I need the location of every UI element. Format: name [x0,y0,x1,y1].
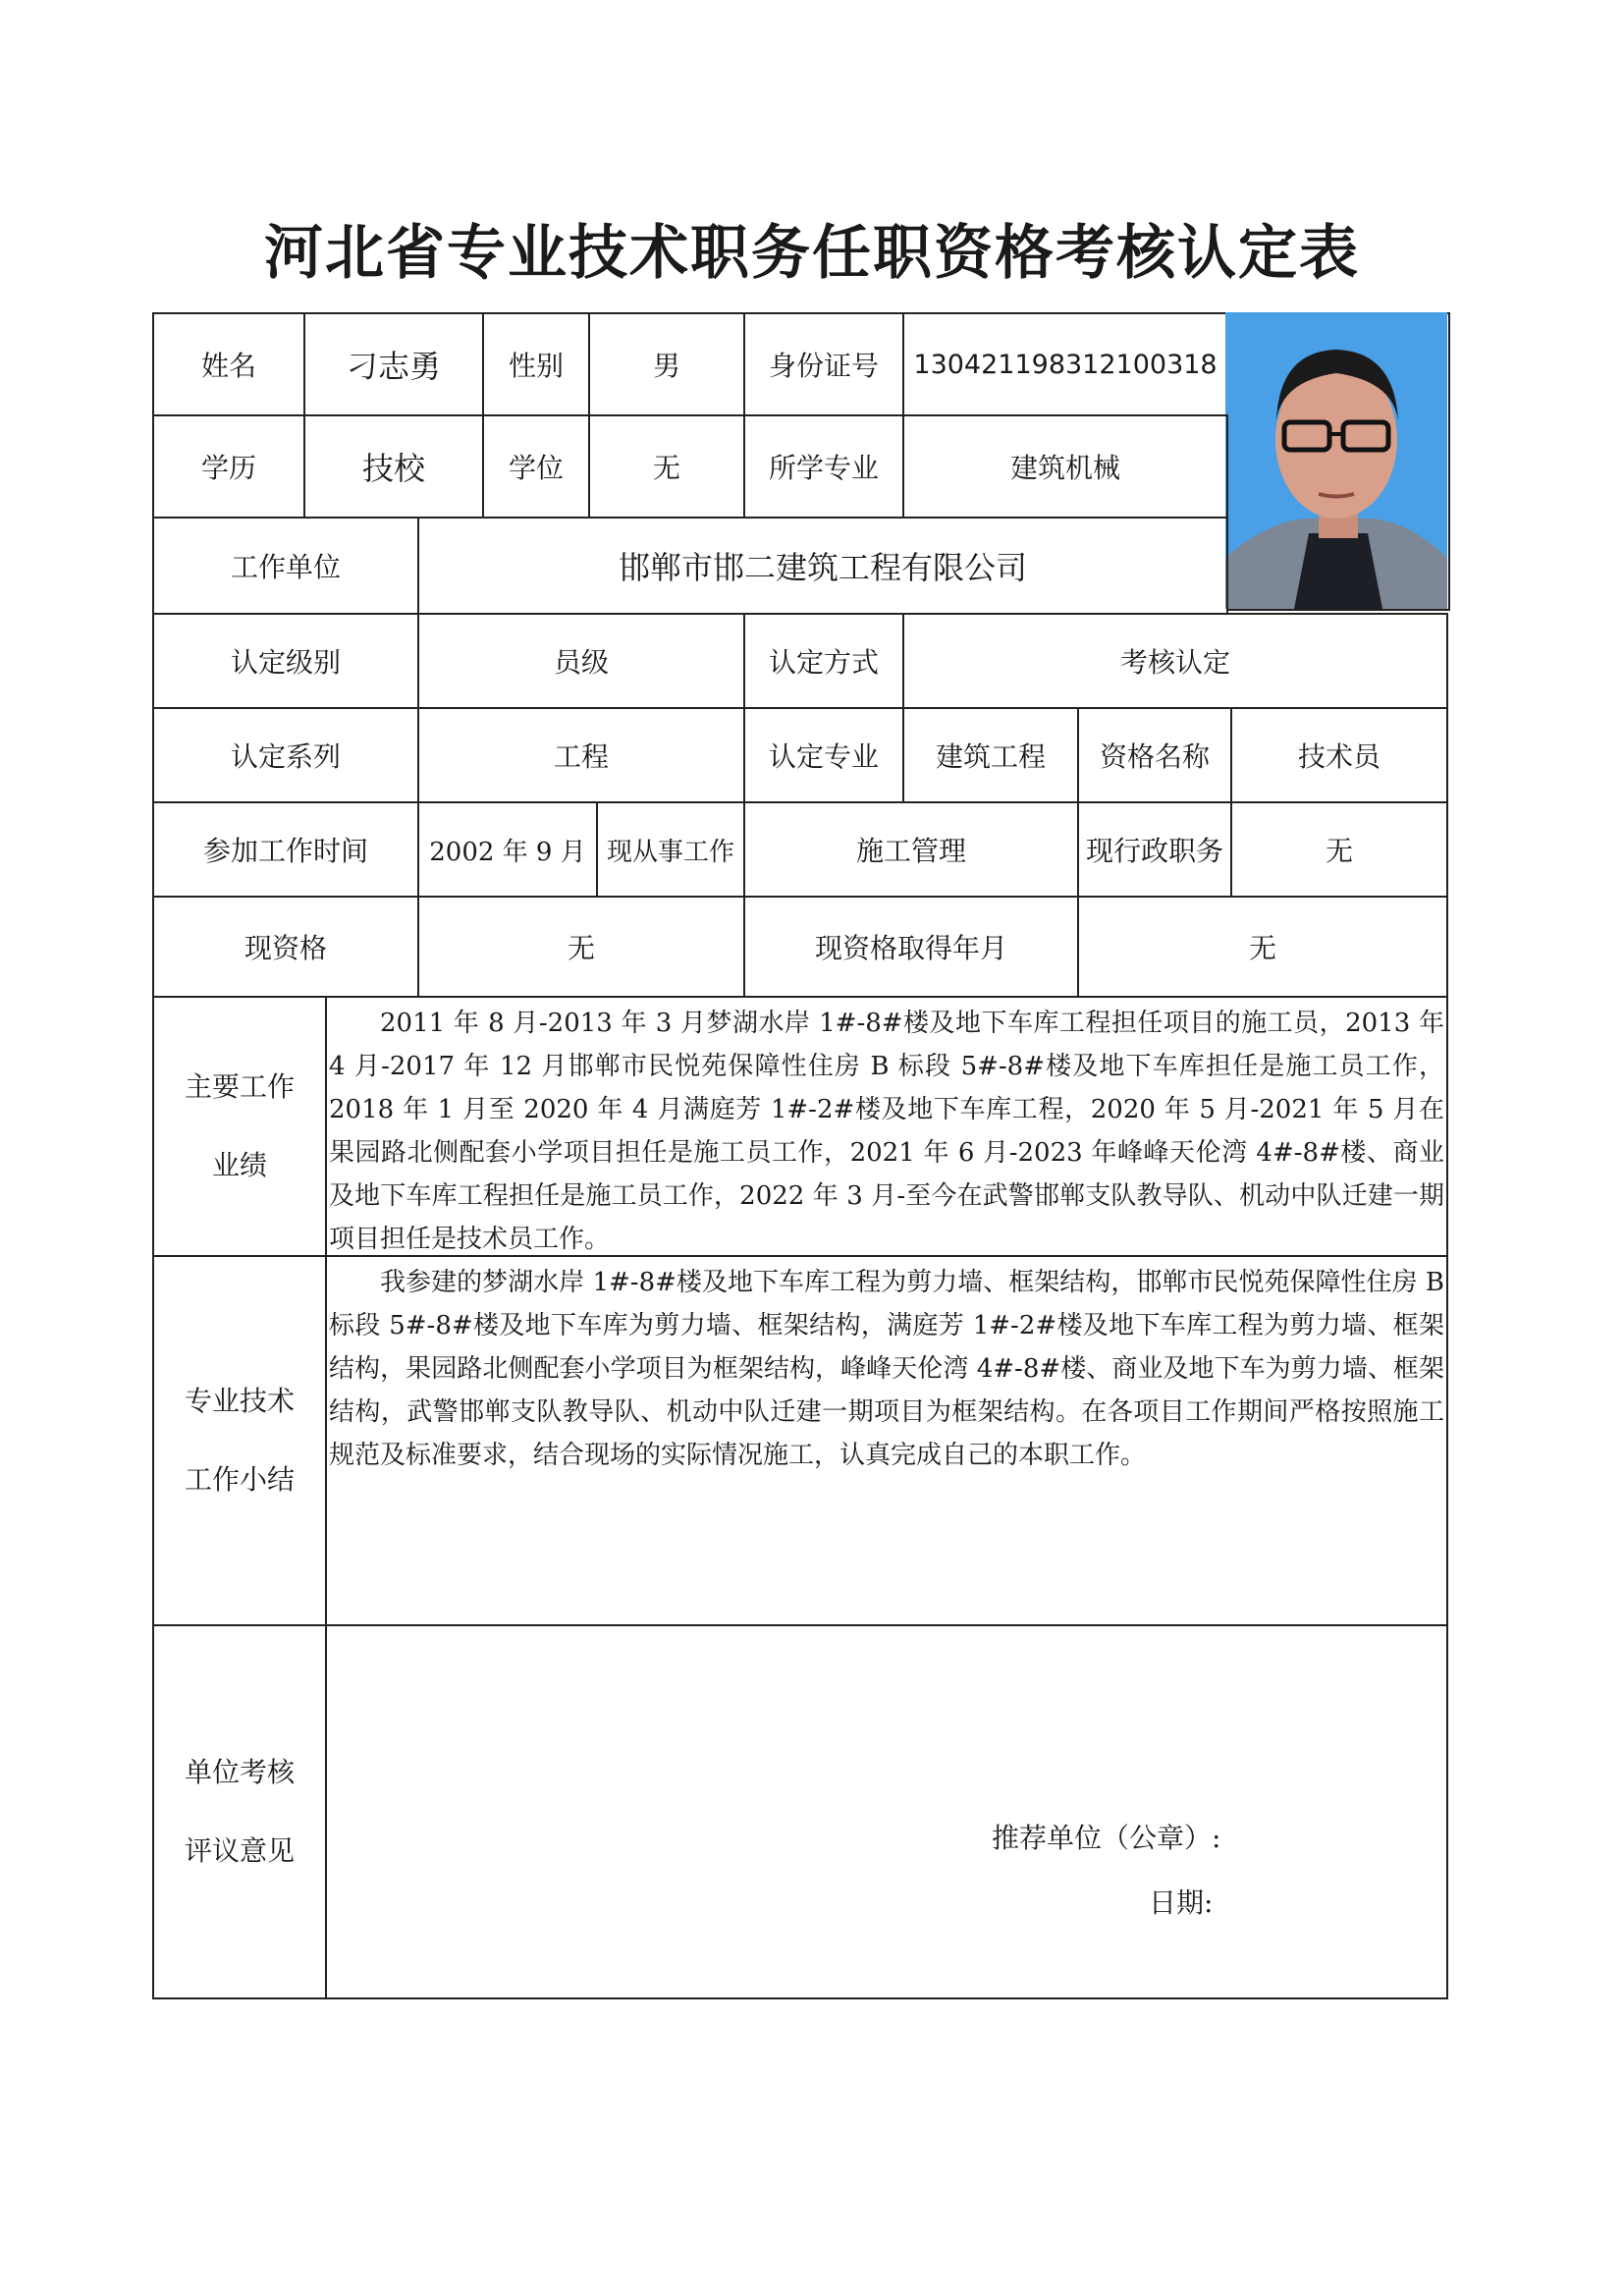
label-current-work: 现从事工作 [596,801,745,898]
value-name: 刁志勇 [303,312,484,416]
label-degree: 学位 [482,414,590,519]
value-level: 员级 [417,613,745,709]
label-review [152,1624,327,1999]
value-current-qual-date: 无 [1077,896,1448,998]
review-area [325,1624,1448,1999]
value-qual-name: 技术员 [1230,707,1448,803]
label-work-start: 参加工作时间 [152,801,419,898]
label-name: 姓名 [152,312,305,416]
value-education: 技校 [303,414,484,519]
label-major: 所学专业 [743,414,904,519]
review-date-label: 日期: [1149,1886,1214,1919]
label-achievements-line1: 主要工作 [184,1070,295,1103]
label-level: 认定级别 [152,613,419,709]
label-education: 学历 [152,414,305,519]
label-employer: 工作单位 [152,517,419,615]
achievements-text: 2011 年 8 月-2013 年 3 月梦湖水岸 1#-8#楼及地下车库工程担任项目的施工员，2013 年 4 月-2017 年 12 月邯郸市民悦苑保障性住房 B 标段 5#-8#楼及地下车库担任是施工员工作，2018 年 1 月至 2020 年 4 月满庭芳 1#-2#楼及地下车库工程，2020 年 5 月-2021 年 5 月在果园路北侧配套小学项目担任是施工员工作，2021 年 6 月-2023 年峰峰天伦湾 4#-8#楼、商业及地下车库工程担任是施工员工作，2022 年 3 月-至今在武警邯郸支队教导队、机动中队迁建一期项目担任是技术员工作。 [325,996,1448,1257]
value-series: 工程 [417,707,745,803]
label-summary [152,1255,327,1626]
label-achievements-line2: 业绩 [211,1149,267,1181]
label-id: 身份证号 [743,312,904,416]
label-summary-line2: 工作小结 [184,1463,295,1496]
applicant-photo [1225,312,1447,609]
value-employer: 邯郸市邯二建筑工程有限公司 [417,517,1228,615]
summary-text: 我参建的梦湖水岸 1#-8#楼及地下车库工程为剪力墙、框架结构，邯郸市民悦苑保障性住房 B 标段 5#-8#楼及地下车库为剪力墙、框架结构，满庭芳 1#-2#楼及地下车库工程为剪力墙、框架结构，果园路北侧配套小学项目为框架结构，峰峰天伦湾 4#-8#楼、商业及地下车为剪力墙、框架结构，武警邯郸支队教导队、机动中队迁建一期项目为框架结构。在各项目工作期间严格按照施工规范及标准要求，结合现场的实际情况施工，认真完成自己的本职工作。 [325,1255,1448,1626]
value-id: 130421198312100318 [902,312,1228,416]
label-review-line1: 单位考核 [184,1756,295,1788]
label-specialty: 认定专业 [743,707,904,803]
label-summary-line1: 专业技术 [184,1385,295,1417]
value-method: 考核认定 [902,613,1448,709]
value-degree: 无 [588,414,745,519]
value-admin-post: 无 [1230,801,1448,898]
value-current-qual: 无 [417,896,745,998]
label-gender: 性别 [482,312,590,416]
recommender-seal-label: 推荐单位（公章）: [992,1822,1221,1854]
value-gender: 男 [588,312,745,416]
label-current-qual: 现资格 [152,896,419,998]
value-major: 建筑机械 [902,414,1228,519]
value-work-start: 2002 年 9 月 [417,801,598,898]
value-current-work: 施工管理 [743,801,1079,898]
label-review-line2: 评议意见 [184,1834,295,1867]
label-series: 认定系列 [152,707,419,803]
value-specialty: 建筑工程 [902,707,1079,803]
form-title: 河北省专业技术职务任职资格考核认定表 [264,219,1360,288]
label-achievements [152,996,327,1257]
label-admin-post: 现行政职务 [1077,801,1232,898]
label-method: 认定方式 [743,613,904,709]
label-current-qual-date: 现资格取得年月 [743,896,1079,998]
label-qual-name: 资格名称 [1077,707,1232,803]
